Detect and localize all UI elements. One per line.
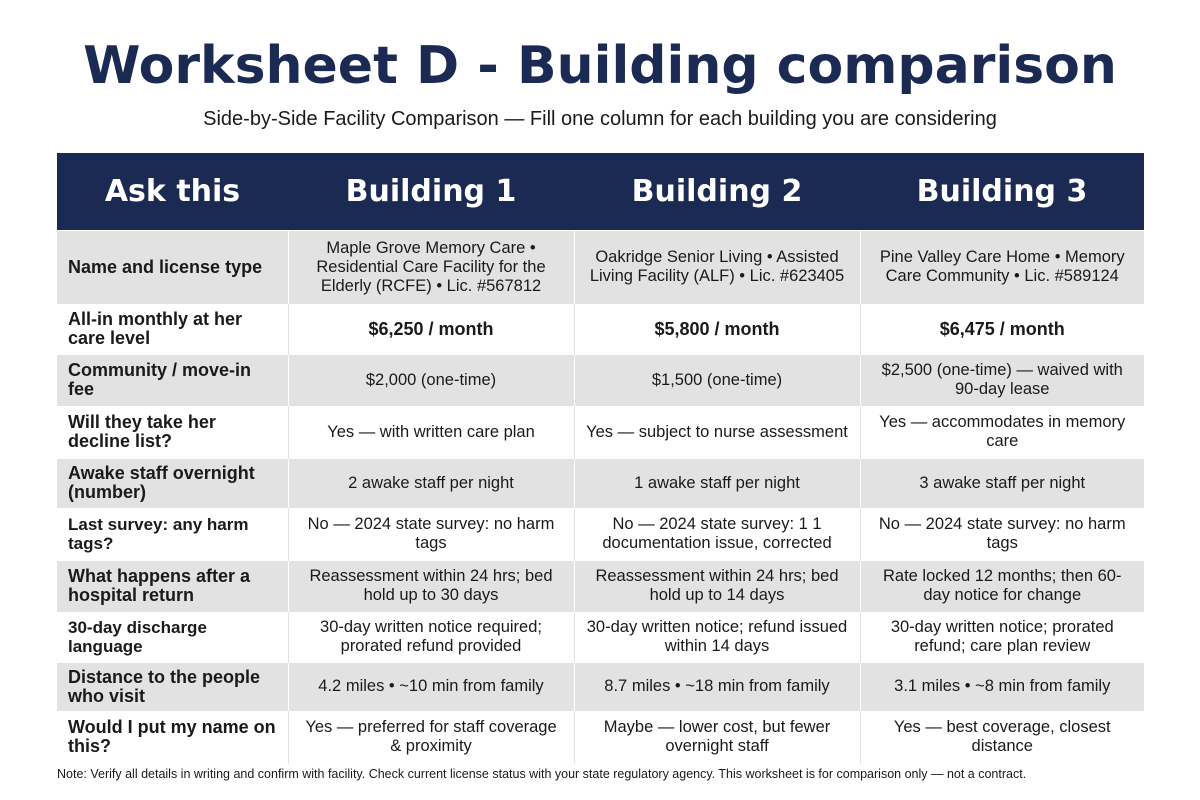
building-2-cell: No — 2024 state survey: 1 1 documentation issue, corrected <box>574 508 860 561</box>
header-building-3: Building 3 <box>860 153 1144 231</box>
table-row <box>57 459 1144 508</box>
building-3-cell: Rate locked 12 months; then 60-day notice for change <box>860 561 1144 612</box>
building-2-cell: Maybe — lower cost, but fewer overnight staff <box>574 711 860 764</box>
header-row <box>57 153 1144 231</box>
question-cell: Awake staff overnight (number) <box>57 459 288 508</box>
table-row <box>57 406 1144 459</box>
building-3-cell: Pine Valley Care Home • Memory Care Community • Lic. #589124 <box>860 231 1144 304</box>
question-cell: All-in monthly at her care level <box>57 304 288 355</box>
building-2-cell: 8.7 miles • ~18 min from family <box>574 663 860 711</box>
building-2-cell: Oakridge Senior Living • Assisted Living Facility (ALF) • Lic. #623405 <box>574 231 860 304</box>
table-row <box>57 355 1144 406</box>
building-1-cell: 30-day written notice required; prorated refund provided <box>288 612 574 663</box>
header-ask-this: Ask this <box>57 153 288 231</box>
question-cell: 30-day discharge language <box>57 612 288 663</box>
question-cell: Community / move-in fee <box>57 355 288 406</box>
building-1-cell: Reassessment within 24 hrs; bed hold up to 30 days <box>288 561 574 612</box>
building-3-cell: 3.1 miles • ~8 min from family <box>860 663 1144 711</box>
table-row <box>57 304 1144 355</box>
comparison-table <box>57 153 1144 764</box>
building-1-cell: No — 2024 state survey: no harm tags <box>288 508 574 561</box>
building-2-cell: Reassessment within 24 hrs; bed hold up to 14 days <box>574 561 860 612</box>
building-1-cell: $2,000 (one-time) <box>288 355 574 406</box>
question-cell: Will they take her decline list? <box>57 406 288 459</box>
question-cell: Would I put my name on this? <box>57 711 288 764</box>
table-row <box>57 561 1144 612</box>
building-3-cell: $2,500 (one-time) — waived with 90-day lease <box>860 355 1144 406</box>
building-3-cell: No — 2024 state survey: no harm tags <box>860 508 1144 561</box>
building-2-cell: 1 awake staff per night <box>574 459 860 508</box>
building-1-cell: Yes — with written care plan <box>288 406 574 459</box>
table-row <box>57 612 1144 663</box>
building-3-cell: Yes — best coverage, closest distance <box>860 711 1144 764</box>
question-cell: Name and license type <box>57 231 288 304</box>
building-1-cell: 4.2 miles • ~10 min from family <box>288 663 574 711</box>
building-1-cell: Yes — preferred for staff coverage & proximity <box>288 711 574 764</box>
table-row <box>57 231 1144 304</box>
table-row <box>57 663 1144 711</box>
question-cell: Last survey: any harm tags? <box>57 508 288 561</box>
footnote: Note: Verify all details in writing and confirm with facility. Check current license status with your state regulatory agency. This worksheet is for comparison only — not a contract. <box>57 767 1027 781</box>
page-title: Worksheet D - Building comparison <box>83 36 1117 96</box>
building-2-cell: 30-day written notice; refund issued within 14 days <box>574 612 860 663</box>
building-2-cell: $1,500 (one-time) <box>574 355 860 406</box>
table-row <box>57 508 1144 561</box>
building-3-cell: Yes — accommodates in memory care <box>860 406 1144 459</box>
table-row <box>57 711 1144 764</box>
page-subtitle: Side-by-Side Facility Comparison — Fill one column for each building you are considering <box>203 108 997 130</box>
building-2-cell: $5,800 / month <box>574 304 860 355</box>
building-3-cell: $6,475 / month <box>860 304 1144 355</box>
question-cell: What happens after a hospital return <box>57 561 288 612</box>
header-building-2: Building 2 <box>574 153 860 231</box>
question-cell: Distance to the people who visit <box>57 663 288 711</box>
building-1-cell: Maple Grove Memory Care • Residential Care Facility for the Elderly (RCFE) • Lic. #567812 <box>288 231 574 304</box>
building-2-cell: Yes — subject to nurse assessment <box>574 406 860 459</box>
building-3-cell: 30-day written notice; prorated refund; care plan review <box>860 612 1144 663</box>
building-1-cell: 2 awake staff per night <box>288 459 574 508</box>
header-building-1: Building 1 <box>288 153 574 231</box>
building-1-cell: $6,250 / month <box>288 304 574 355</box>
building-3-cell: 3 awake staff per night <box>860 459 1144 508</box>
